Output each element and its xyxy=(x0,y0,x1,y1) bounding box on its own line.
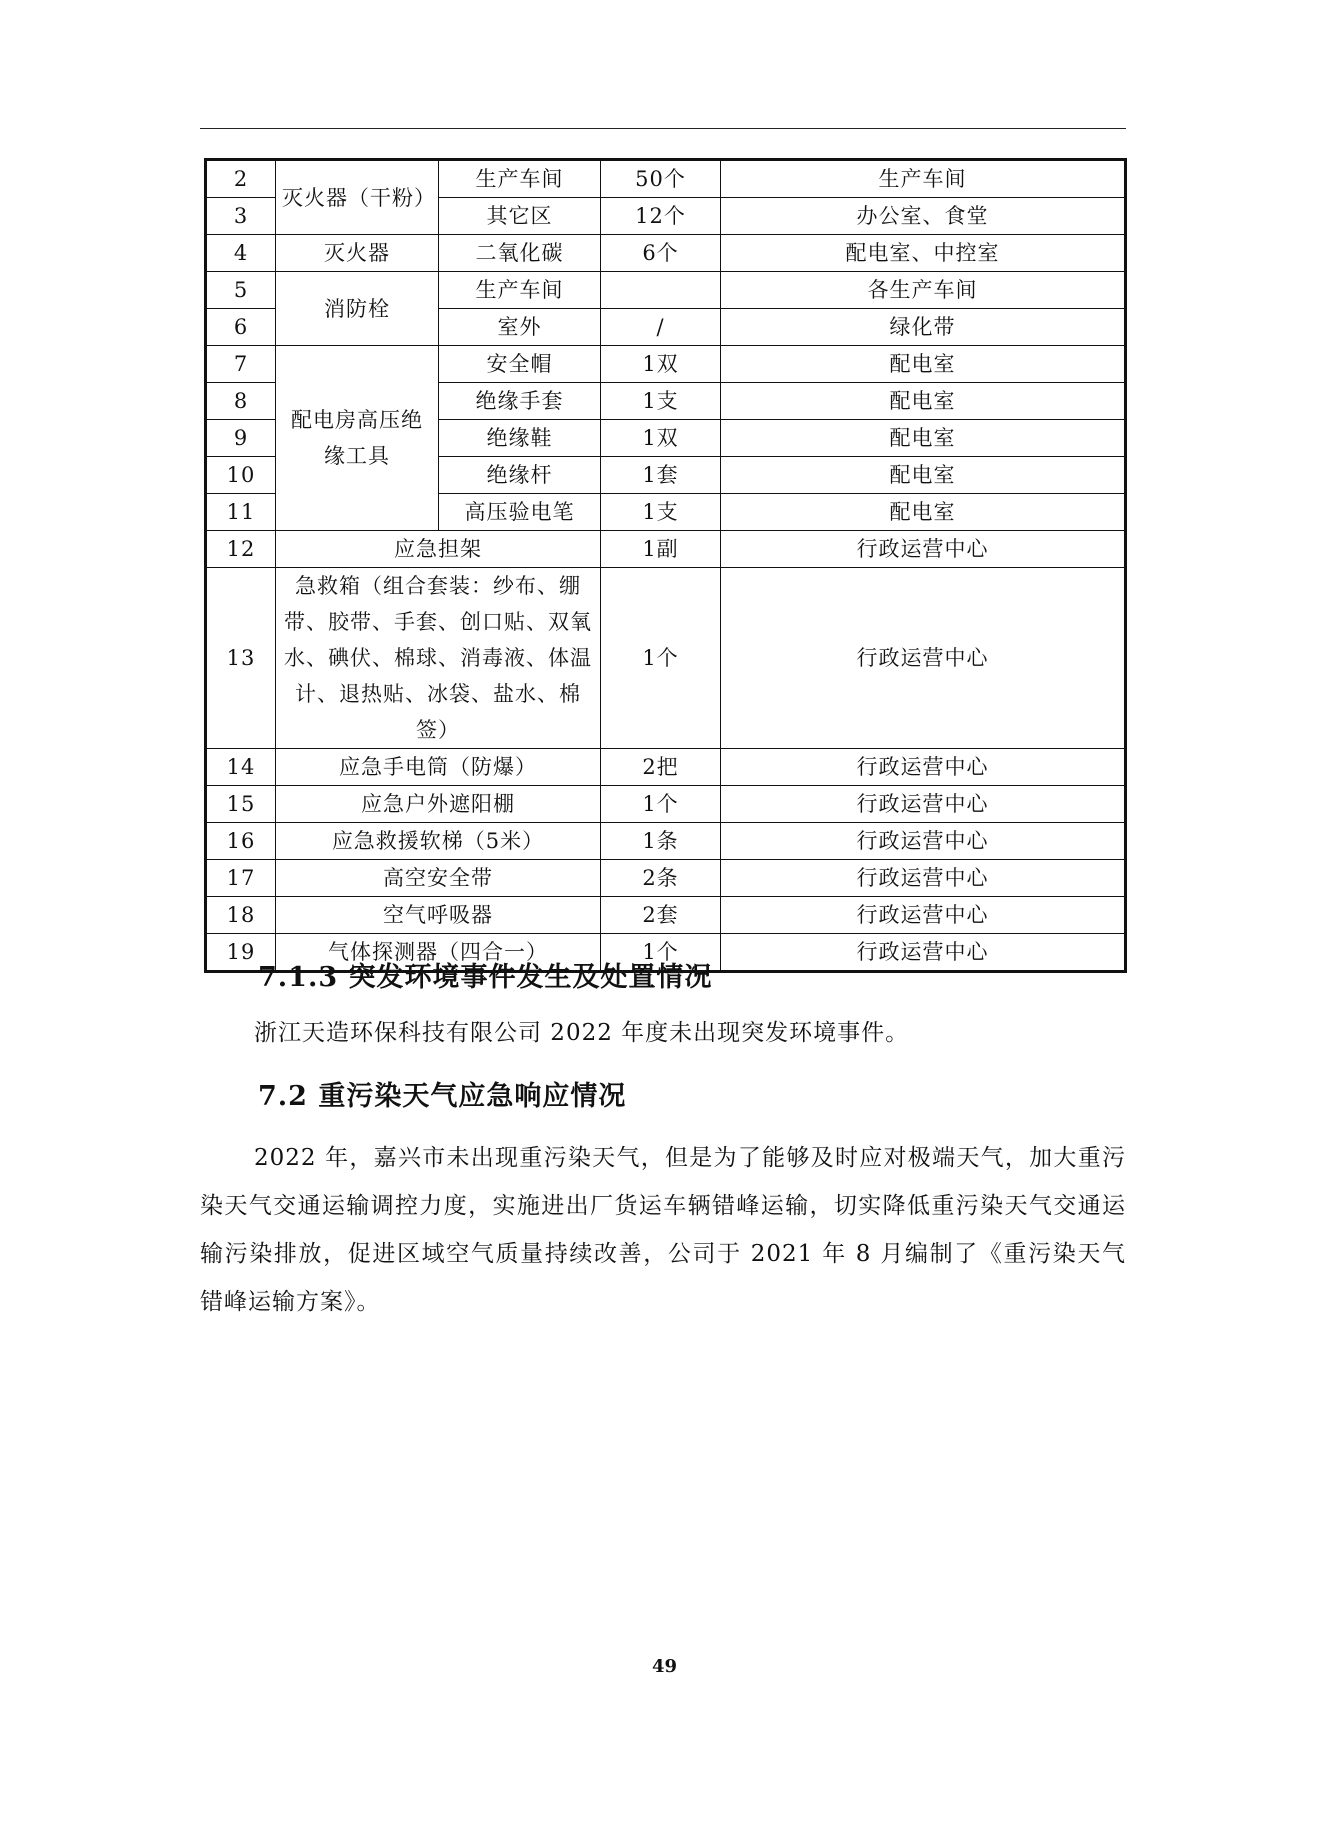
equipment-location: 配电室 xyxy=(721,346,1126,383)
equipment-location: 行政运营中心 xyxy=(721,531,1126,568)
row-no: 18 xyxy=(206,897,276,934)
row-no: 8 xyxy=(206,383,276,420)
equipment-qty: 2套 xyxy=(601,897,721,934)
table-row xyxy=(206,749,1126,786)
equipment-location: 行政运营中心 xyxy=(721,749,1126,786)
table-row xyxy=(206,786,1126,823)
table-row xyxy=(206,235,1126,272)
equipment-location: 配电室 xyxy=(721,457,1126,494)
equipment-location: 行政运营中心 xyxy=(721,897,1126,934)
equipment-qty: 6个 xyxy=(601,235,721,272)
equipment-location: 绿化带 xyxy=(721,309,1126,346)
equipment-qty: / xyxy=(601,309,721,346)
row-no: 13 xyxy=(206,568,276,749)
equipment-name: 急救箱（组合套装：纱布、绷带、胶带、手套、创口贴、双氧水、碘伏、棉球、消毒液、体温计、退热贴、冰袋、盐水、棉签） xyxy=(276,568,601,749)
section-7-2-body: 2022 年，嘉兴市未出现重污染天气，但是为了能够及时应对极端天气，加大重污染天气交通运输调控力度，实施进出厂货运车辆错峰运输，切实降低重污染天气交通运输污染排放，促进区域空气质量持续改善，公司于 2021 年 8 月编制了《重污染天气错峰运输方案》。 xyxy=(200,1145,1126,1315)
equipment-location: 行政运营中心 xyxy=(721,860,1126,897)
equipment-location: 办公室、食堂 xyxy=(721,198,1126,235)
equipment-type: 生产车间 xyxy=(439,160,601,198)
equipment-name: 配电房高压绝缘工具 xyxy=(276,346,439,531)
equipment-type: 二氧化碳 xyxy=(439,235,601,272)
row-no: 15 xyxy=(206,786,276,823)
table-row xyxy=(206,897,1126,934)
equipment-qty: 1套 xyxy=(601,457,721,494)
equipment-qty: 50个 xyxy=(601,160,721,198)
equipment-location: 配电室 xyxy=(721,494,1126,531)
equipment-qty: 1个 xyxy=(601,568,721,749)
equipment-qty: 1双 xyxy=(601,346,721,383)
equipment-location: 行政运营中心 xyxy=(721,823,1126,860)
equipment-location: 生产车间 xyxy=(721,160,1126,198)
equipment-type: 安全帽 xyxy=(439,346,601,383)
equipment-qty: 2条 xyxy=(601,860,721,897)
equipment-location: 行政运营中心 xyxy=(721,786,1126,823)
equipment-location: 各生产车间 xyxy=(721,272,1126,309)
equipment-name: 灭火器（干粉） xyxy=(276,160,439,235)
table-row xyxy=(206,272,1126,309)
equipment-qty: 1支 xyxy=(601,494,721,531)
row-no: 7 xyxy=(206,346,276,383)
equipment-location: 配电室 xyxy=(721,383,1126,420)
equipment-qty: 1支 xyxy=(601,383,721,420)
row-no: 12 xyxy=(206,531,276,568)
header-rule xyxy=(200,128,1126,129)
table-row xyxy=(206,531,1126,568)
equipment-name: 灭火器 xyxy=(276,235,439,272)
equipment-name: 应急手电筒（防爆） xyxy=(276,749,601,786)
equipment-name: 消防栓 xyxy=(276,272,439,346)
equipment-type: 生产车间 xyxy=(439,272,601,309)
equipment-type: 绝缘手套 xyxy=(439,383,601,420)
equipment-name: 气体探测器（四合一） xyxy=(276,934,601,972)
table-row xyxy=(206,346,1126,383)
section-7-1-3-body: 浙江天造环保科技有限公司 2022 年度未出现突发环境事件。 xyxy=(254,1020,910,1046)
equipment-qty: 12个 xyxy=(601,198,721,235)
equipment-name: 应急救援软梯（5米） xyxy=(276,823,601,860)
equipment-qty: 2把 xyxy=(601,749,721,786)
equipment-location: 行政运营中心 xyxy=(721,934,1126,972)
table-row xyxy=(206,860,1126,897)
equipment-qty: 1条 xyxy=(601,823,721,860)
section-heading-7-1-3: 7.1.3 突发环境事件发生及处置情况 xyxy=(258,962,713,993)
row-no: 5 xyxy=(206,272,276,309)
row-no: 2 xyxy=(206,160,276,198)
equipment-qty: 1副 xyxy=(601,531,721,568)
equipment-name: 空气呼吸器 xyxy=(276,897,601,934)
row-no: 10 xyxy=(206,457,276,494)
equipment-location: 配电室、中控室 xyxy=(721,235,1126,272)
equipment-qty: 1个 xyxy=(601,934,721,972)
equipment-location: 配电室 xyxy=(721,420,1126,457)
row-no: 4 xyxy=(206,235,276,272)
equipment-type: 绝缘杆 xyxy=(439,457,601,494)
equipment-name: 高空安全带 xyxy=(276,860,601,897)
equipment-qty xyxy=(601,272,721,309)
equipment-type: 室外 xyxy=(439,309,601,346)
emergency-equipment-table xyxy=(204,158,1127,973)
row-no: 19 xyxy=(206,934,276,972)
table-row xyxy=(206,823,1126,860)
row-no: 14 xyxy=(206,749,276,786)
equipment-qty: 1双 xyxy=(601,420,721,457)
row-no: 6 xyxy=(206,309,276,346)
row-no: 9 xyxy=(206,420,276,457)
table-row xyxy=(206,568,1126,749)
table-row xyxy=(206,160,1126,198)
equipment-name: 应急户外遮阳棚 xyxy=(276,786,601,823)
equipment-type: 绝缘鞋 xyxy=(439,420,601,457)
equipment-qty: 1个 xyxy=(601,786,721,823)
row-no: 3 xyxy=(206,198,276,235)
row-no: 17 xyxy=(206,860,276,897)
page-number: 49 xyxy=(651,1656,678,1677)
equipment-type: 其它区 xyxy=(439,198,601,235)
row-no: 11 xyxy=(206,494,276,531)
equipment-name: 应急担架 xyxy=(276,531,601,568)
equipment-location: 行政运营中心 xyxy=(721,568,1126,749)
section-heading-7-2: 7.2 重污染天气应急响应情况 xyxy=(258,1081,627,1112)
equipment-type: 高压验电笔 xyxy=(439,494,601,531)
row-no: 16 xyxy=(206,823,276,860)
